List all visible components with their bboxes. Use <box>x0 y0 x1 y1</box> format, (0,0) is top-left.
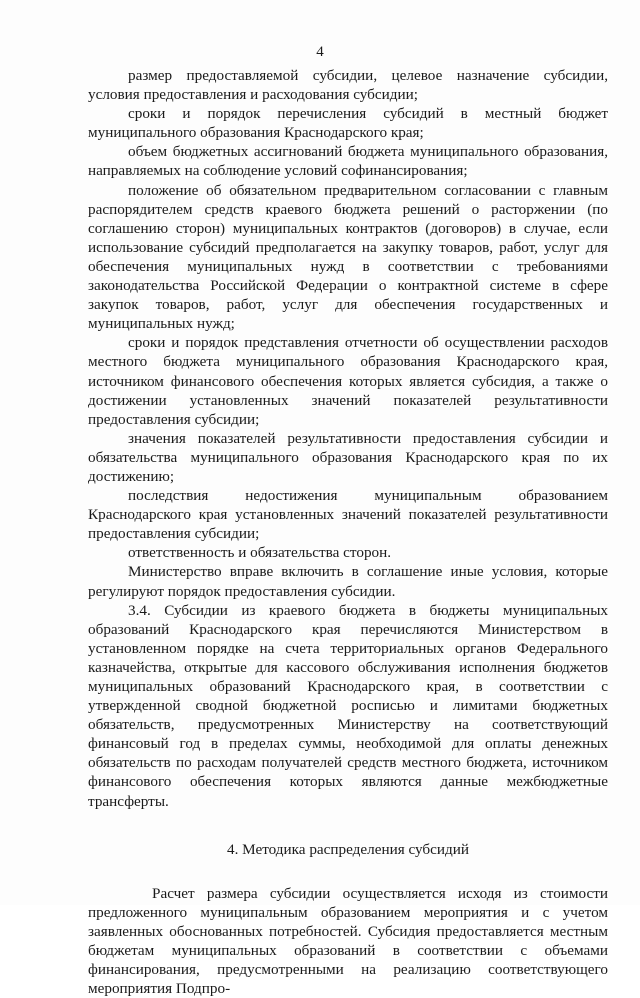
paragraph: сроки и порядок представления отчетности об осуществлении расходов местного бюджета муниципального образования Краснодарского края, источником финансового обеспечения которых является субсидия, а также о достижении установленных значений показателей результативности предоставления субсидии; <box>88 334 608 428</box>
paragraph: объем бюджетных ассигнований бюджета муниципального образования, направляемых на соблюдение условий софинансирования; <box>88 143 608 180</box>
paragraph: ответственность и обязательства сторон. <box>128 544 392 562</box>
paragraph: 3.4. Субсидии из краевого бюджета в бюджеты муниципальных образований Краснодарского края перечисляются Министерством в установленном порядке на счета территориальных органов Федерального казначейства, открытые для кассового обслуживания исполнения бюджетов муниципальных образований Краснодарского края, в соответствии с утвержденной сводной бюджетной росписью и лимитами бюджетных обязательств, предусмотренных Министерству на соответствующий финансовый год в пределах суммы, необходимой для оплаты денежных обязательств по расходам получателей средств местного бюджета, источником финансового обеспечения которых являются данные межбюджетные трансферты. <box>88 601 608 810</box>
paragraph: Министерство вправе включить в соглашение иные условия, которые регулируют порядок предоставления субсидии. <box>88 563 608 600</box>
paragraph: значения показателей результативности предоставления субсидии и обязательства муниципального образования Краснодарского края по их достижению; <box>88 429 608 485</box>
page-number: 4 <box>316 44 324 60</box>
paragraph: положение об обязательном предварительном согласовании с главным распорядителем средств краевого бюджета решений о расторжении (по соглашению сторон) муниципальных контрактов (договоров) в случае, если использование субсидий предполагается на закупку товаров, работ, услуг для обеспечения муниципальных нужд в соответствии с требованиями законодательства Российской Федерации о контрактной системе в сфере закупок товаров, работ, услуг для обеспечения государственных и муниципальных нужд; <box>88 181 608 333</box>
paragraph: размер предоставляемой субсидии, целевое назначение субсидии, условия предоставления и расходования субсидии; <box>88 67 608 104</box>
section-heading: 4. Методика распределения субсидий <box>226 840 470 858</box>
paragraph: сроки и порядок перечисления субсидий в местный бюджет муниципального образования Краснодарского края; <box>88 105 608 142</box>
paragraph: последствия недостижения муниципальным образованием Краснодарского края установленных значений показателей результативности предоставления субсидии; <box>88 487 608 543</box>
paragraph: Расчет размера субсидии осуществляется исходя из стоимости предложенного муниципальным образованием мероприятия и с учетом заявленных обоснованных потребностей. Субсидия предоставляется местным бюджетам муниципальных образований в соответствии с объемами финансирования, предусмотренными на реализацию соответствующего мероприятия Подпро- <box>88 884 608 998</box>
document-body <box>88 66 608 998</box>
